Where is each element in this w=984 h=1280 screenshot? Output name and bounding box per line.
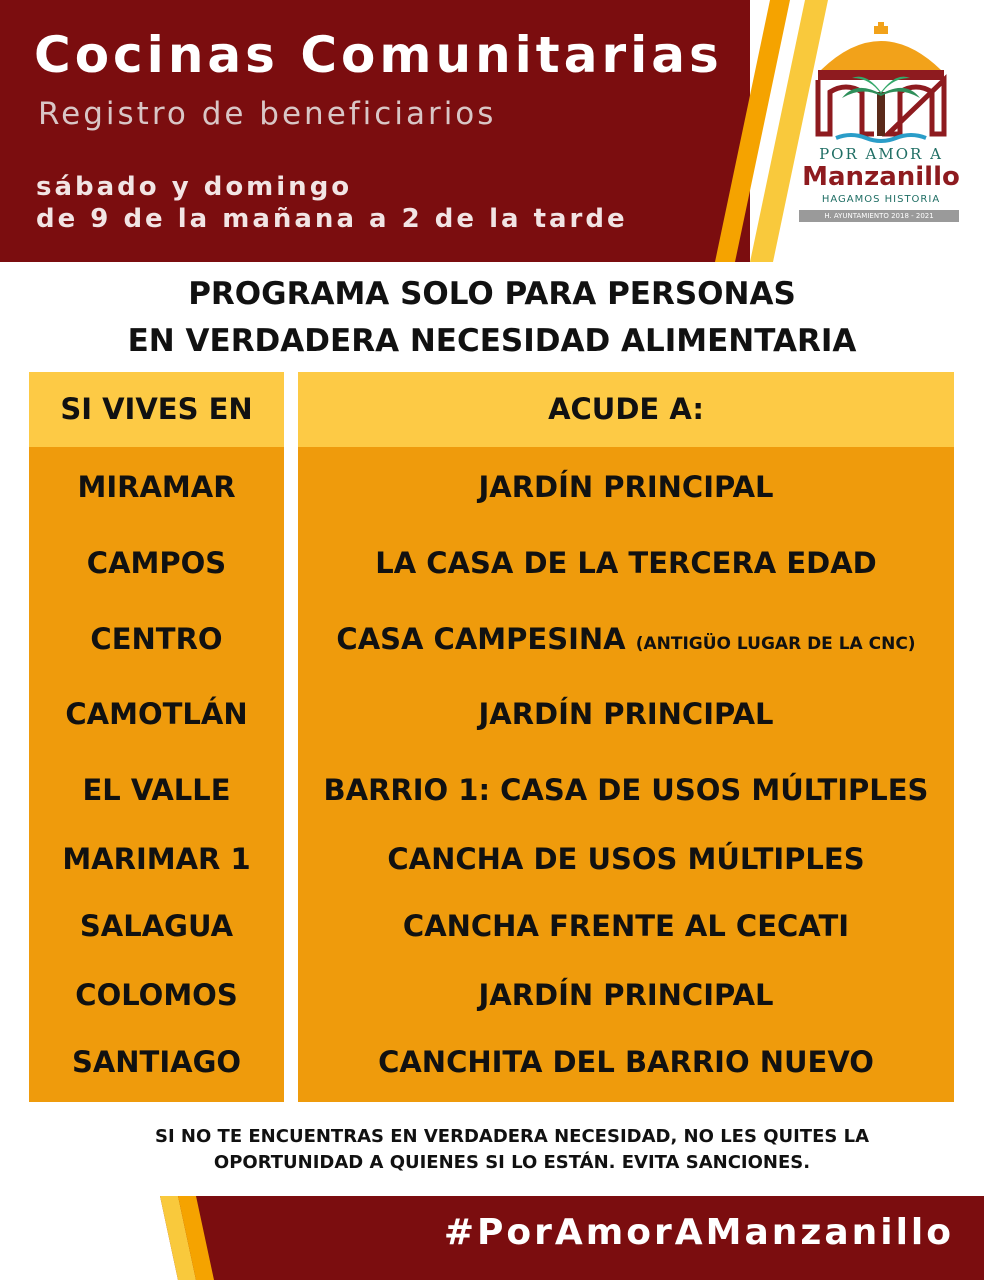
place-column [298,372,954,1102]
area-header-label: SI VIVES EN [60,392,253,426]
place-cell-note: (ANTIGÜO LUGAR DE LA CNC) [635,634,916,654]
header-subtitle: Registro de beneficiarios [38,96,497,132]
area-cell: CAMPOS [86,546,227,580]
area-cell: SALAGUA [79,909,234,943]
place-column-header [298,372,954,447]
warning-line2: OPORTUNIDAD A QUIENES SI LO ESTÁN. EVITA SANCIONES. [213,1152,811,1173]
area-column [29,372,284,1102]
footer-hashtag: #PorAmorAManzanillo [443,1212,954,1253]
headline-line1: PROGRAMA SOLO PARA PERSONAS [188,276,796,312]
place-cell: CANCHITA DEL BARRIO NUEVO [378,1045,874,1079]
schedule-hours: de 9 de la mañana a 2 de la tarde [36,204,628,234]
warning-line1: SI NO TE ENCUENTRAS EN VERDADERA NECESIDAD, NO LES QUITES LA [154,1126,870,1147]
place-cell [298,619,954,664]
kiosk-palm-emblem [796,22,966,144]
logo-tagline: POR AMOR A [819,145,943,163]
place-cell: JARDÍN PRINCIPAL [478,697,774,731]
area-column-header [29,372,284,447]
footer-banner [0,1196,984,1280]
header-title: Cocinas Comunitarias [34,26,723,84]
area-cell: CENTRO [90,622,223,656]
place-cell: CANCHA FRENTE AL CECATI [402,909,850,943]
schedule-days: sábado y domingo [36,172,353,202]
place-header-label: ACUDE A: [548,392,704,426]
logo-motto: HAGAMOS HISTORIA [821,194,941,205]
area-cell: SANTIAGO [71,1045,242,1079]
area-cell: MARIMAR 1 [62,842,251,876]
area-cell: COLOMOS [75,978,238,1012]
place-cell: BARRIO 1: CASA DE USOS MÚLTIPLES [323,773,929,807]
manzanillo-logo [796,22,966,232]
logo-name: Manzanillo [802,162,960,192]
header-banner [0,0,984,262]
area-cell: MIRAMAR [77,470,236,504]
place-cell: LA CASA DE LA TERCERA EDAD [375,546,877,580]
headline-line2: EN VERDADERA NECESIDAD ALIMENTARIA [127,323,857,359]
place-cell: JARDÍN PRINCIPAL [478,470,774,504]
place-cell-main: CASA CAMPESINA [336,622,626,656]
area-cell: CAMOTLÁN [65,697,248,731]
place-cell: JARDÍN PRINCIPAL [478,978,774,1012]
area-cell: EL VALLE [82,773,231,807]
place-cell: CANCHA DE USOS MÚLTIPLES [387,842,865,876]
logo-period: H. AYUNTAMIENTO 2018 - 2021 [824,212,934,220]
